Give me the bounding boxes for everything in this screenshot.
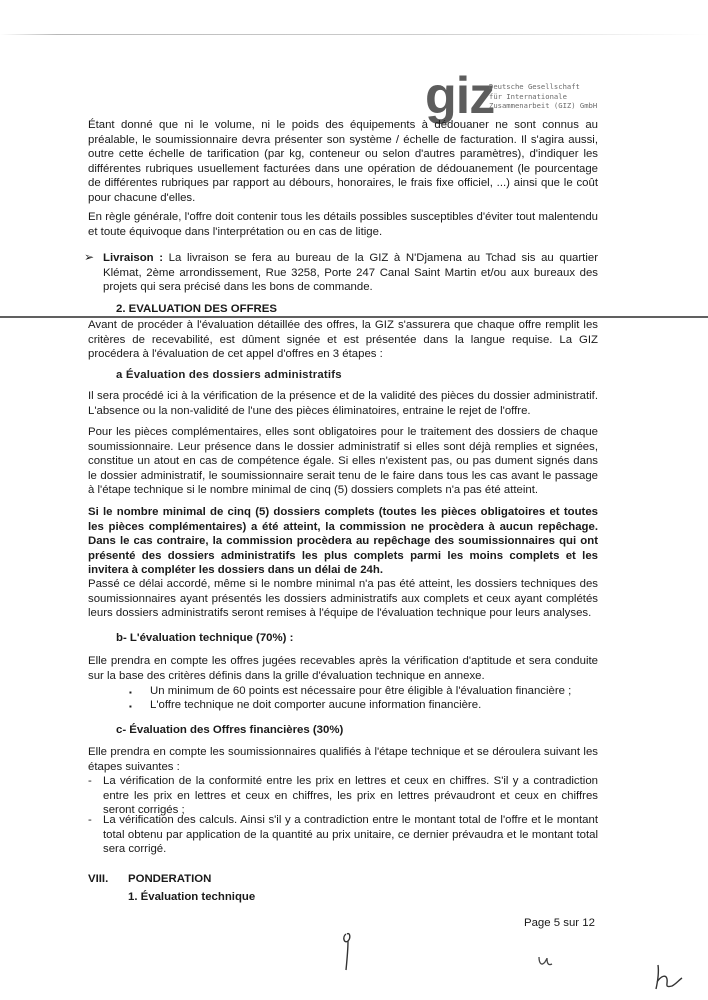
subheading-technical: b- L'évaluation technique (70%) : (116, 632, 294, 644)
technical-bullet: L'offre technique ne doit comporter aucune information financière. (150, 699, 482, 711)
page-number: Page 5 sur 12 (524, 917, 595, 929)
subheading-admin: a Évaluation des dossiers administratifs (116, 369, 342, 381)
paragraph-technical: Elle prendra en compte les offres jugées recevables après la vérification d'aptitude et sera conduite sur la base des critères définis dans la grille d'évaluation technique en annexe. (88, 655, 598, 682)
square-bullet-icon: ▪ (129, 688, 132, 697)
giz-logo (425, 67, 615, 125)
paragraph-billing: Étant donné que ni le volume, ni le poids des équipements à dédouaner ne sont connus au préalable, le soumissionnaire devra présenter son système / échelle de facturation. Il s'agira aussi, outre cette échelle de tarification (par kg, conteneur ou selon d'autres paramètres), d'indiquer les différentes rubriques usuellement facturées dans une opération de dédouanement (le pourcentage de différentes rubriques par rapport au débours, honoraires, le frais fixe officiel, ...) ainsi que le coût pour chacune d'elles. (88, 119, 598, 204)
logo-line: Deutsche Gesellschaft (489, 82, 580, 91)
paragraph-admin-1: Il sera procédé ici à la vérification de la présence et de la validité des pièces du dossier administratif. L'absence ou la non-validité de l'une des pièces éliminatoires, entraine le rejet de l'offre. (88, 390, 598, 417)
handwritten-initial-3 (652, 962, 688, 992)
paragraph-admin-2: Pour les pièces complémentaires, elles sont obligatoires pour le traitement des dossiers de chaque soumissionnaire. Leur présence dans le dossier administratif si elles sont déjà remplies et signées, constitue un atout en cas de compétence égale. Si elles n'existent pas, ou pas dument signés dans le dossier administratif, le soumissionnaire serait tenu de le faire dans tous les cas avant le passage à l'étape technique si le nombre minimal de cinq (5) dossiers complets n'a pas été atteint. (88, 426, 598, 497)
livraison-paragraph (103, 251, 598, 295)
section-number-viii: VIII. (88, 873, 109, 885)
paragraph-financial: Elle prendra en compte les soumissionnaires qualifiés à l'étape technique et se déroulera suivant les étapes suivantes : (88, 746, 598, 773)
dash-bullet-icon: - (88, 775, 92, 787)
handwritten-initial-1 (338, 928, 358, 974)
financial-step: La vérification de la conformité entre les prix en lettres et ceux en chiffres. S'il y a contradiction entre les prix en lettres et ceux en chiffres, les prix en lettres prévaudront et ceux en chiffres seront corrigés ; (103, 775, 598, 817)
logo-line: Zusammenarbeit (GIZ) GmbH (489, 101, 598, 111)
paragraph-evaluation-intro: Avant de procéder à l'évaluation détaillée des offres, la GIZ s'assurera que chaque offre remplit les critères de recevabilité, est dûment signée et est présentée dans la langue requise. La GIZ procédera à l'évaluation de cet appel d'offres en 3 étapes : (88, 319, 598, 361)
livraison-text: La livraison se fera au bureau de la GIZ à N'Djamena au Tchad sis au quartier Klémat, 2ème arrondissement, Rue 3258, Porte 247 Canal Saint Martin et/ou aux bureaux des projets qui sera précisé dans les bons de commande. (103, 252, 598, 294)
paragraph-admin-4: Passé ce délai accordé, même si le nombre minimal n'a pas été atteint, les dossiers techniques des soumissionnaires ayant présentés les dossiers administratifs aux complets et ceux ayant complétés leurs dossiers administratifs seront remises à l'équipe de l'évaluation technique pour leurs analyses. (88, 578, 598, 620)
handwritten-initial-2 (536, 952, 556, 970)
giz-logo-text (489, 82, 597, 111)
scan-artifact-top (0, 34, 708, 35)
section-heading-evaluation: 2. EVALUATION DES OFFRES (116, 303, 277, 315)
livraison-label: Livraison : (103, 252, 164, 264)
section-heading-ponderation: PONDERATION (128, 873, 212, 885)
logo-line: für Internationale (489, 91, 567, 101)
technical-bullet: Un minimum de 60 points est nécessaire pour être éligible à l'évaluation financière ; (150, 685, 572, 697)
giz-logo-mark: giz (425, 67, 495, 125)
subheading-financial: c- Évaluation des Offres financières (30%) (116, 724, 344, 736)
square-bullet-icon: ▪ (129, 702, 132, 711)
paragraph-general-rule: En règle générale, l'offre doit contenir tous les détails possibles susceptibles d'éviter tout malentendu et toute équivoque dans l'interprétation ou en cas de litige. (88, 211, 598, 238)
subheading-technical-evaluation: 1. Évaluation technique (128, 891, 256, 903)
dash-bullet-icon: - (88, 814, 92, 826)
arrow-bullet-icon: ➢ (84, 250, 95, 264)
financial-step: La vérification des calculs. Ainsi s'il y a contradiction entre le montant total de l'offre et le montant total obtenu par application de la quantité au prix unitaire, ce dernier prévaudra et le montant total sera corrigé. (103, 814, 598, 856)
paragraph-admin-3: Si le nombre minimal de cinq (5) dossiers complets (toutes les pièces obligatoires et toutes les pièces complémentaires) a été atteint, la commission ne procèdera à aucun repêchage. Dans le cas contraire, la commission procèdera au repêchage des soumissionnaires qui ont présenté des dossiers administratifs les plus complets parmi les moins complets et les invitera à compléter les dossiers dans un délai de 24h. (88, 506, 598, 577)
